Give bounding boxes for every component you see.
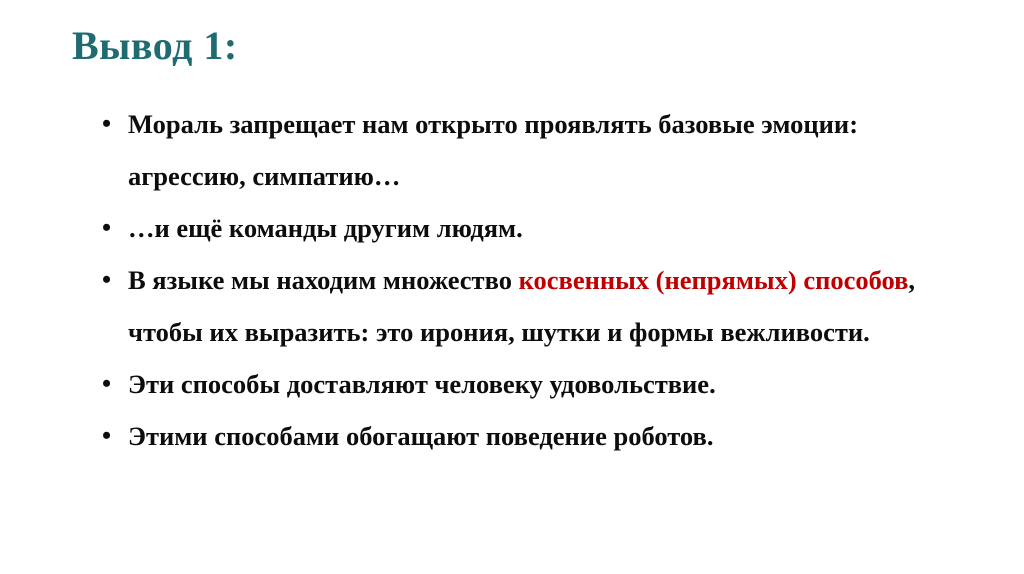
bullet-dot-icon: •	[102, 265, 112, 294]
bullet-dot-icon: •	[102, 109, 112, 138]
page-title: Вывод 1:	[72, 23, 238, 68]
list-item-text: Этими способами обогащают поведение роботов.	[128, 421, 714, 451]
bullet-dot-icon: •	[102, 369, 112, 398]
list-item-text: …и ещё команды другим людям.	[128, 213, 523, 243]
list-item-text: Мораль запрещает нам открыто проявлять базовые эмоции: агрессию, симпатию…	[128, 109, 859, 191]
list-item-text: Эти способы доставляют человеку удовольствие.	[128, 369, 716, 399]
highlighted-text: косвенных (непрямых) способов	[518, 265, 909, 295]
list-item-text: , чтобы их выразить: это ирония, шутки и формы вежливости.	[128, 265, 916, 347]
list-item	[96, 358, 976, 410]
list-item	[96, 254, 976, 358]
list-item	[96, 410, 976, 462]
list-item-text: В языке мы находим множество	[128, 265, 519, 295]
bullet-dot-icon: •	[102, 421, 112, 450]
bullet-list	[96, 98, 976, 462]
bullet-dot-icon: •	[102, 213, 112, 242]
list-item	[96, 202, 976, 254]
list-item	[96, 98, 976, 202]
